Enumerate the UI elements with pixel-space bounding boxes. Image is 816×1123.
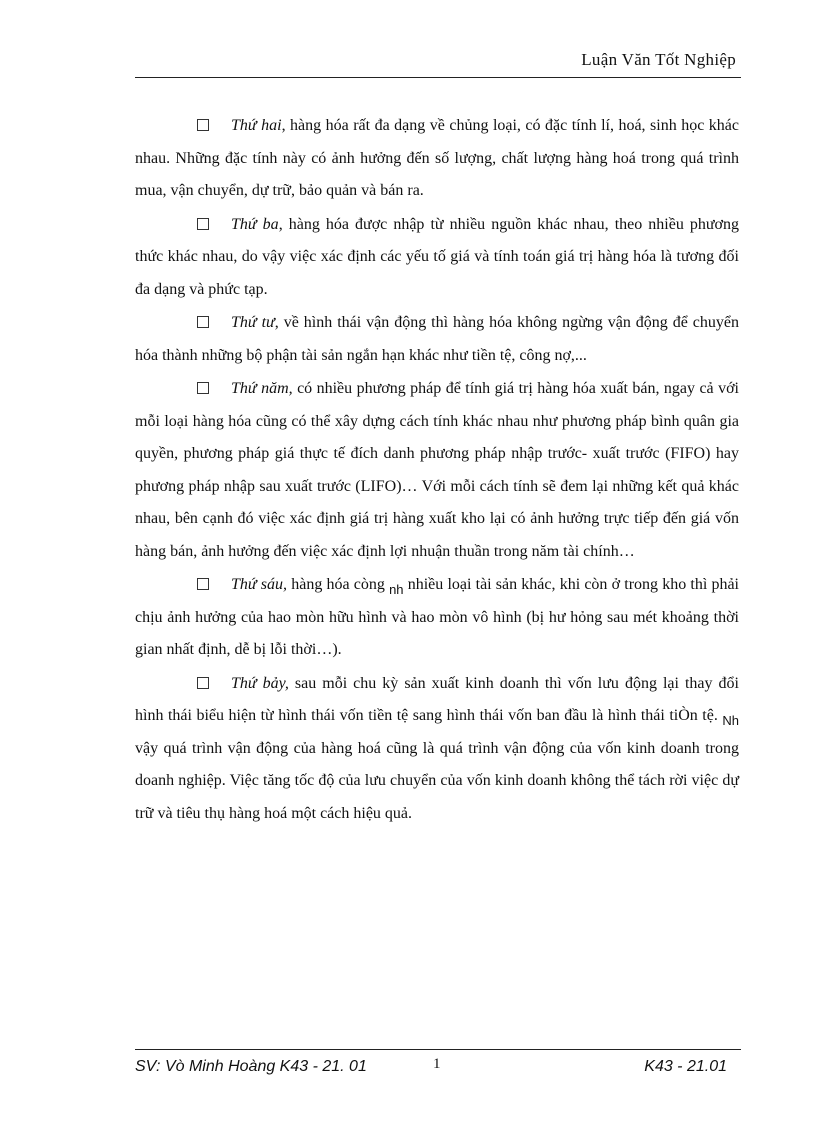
footer-divider <box>135 1049 741 1050</box>
paragraph-lead: Thứ sáu, <box>231 576 288 593</box>
paragraph <box>135 110 739 208</box>
paragraph <box>135 307 739 372</box>
paragraph <box>135 209 739 307</box>
checkbox-bullet-icon <box>197 316 209 328</box>
paragraph <box>135 569 739 667</box>
paragraph-subscript: nh <box>389 582 404 597</box>
checkbox-bullet-icon <box>197 677 209 689</box>
paragraph-text: hàng hóa còng <box>287 576 390 593</box>
footer-author: SV: Vò Minh Hoàng K43 - 21. 01 <box>135 1058 367 1075</box>
paragraph-text: sau mỗi chu kỳ sản xuất kinh doanh thì vốn lưu động lại thay đổi hình thái biểu hiện từ hình thái vốn tiền tệ sang hình thái vốn ban đầu là hình thái tiÒn tệ. <box>135 674 740 724</box>
paragraph-lead: Thứ ba <box>231 215 279 233</box>
paragraph-text: vậy quá trình vận động của hàng hoá cũng là quá trình vận động của vốn kinh doanh trong doanh nghiệp. Việc tăng tốc độ của lưu chuyển của vốn kinh doanh không thể tách rời việc dự trữ và tiêu thụ hàng hoá một cách hiệu quả. <box>135 739 739 822</box>
paragraph-text: , hàng hóa được nhập từ nhiều nguồn khác nhau, theo nhiều phương thức khác nhau, do vậy việc xác định các yếu tố giá và tính toán giá trị hàng hóa là tương đối đa dạng và phức tạp. <box>135 215 740 298</box>
paragraph-lead: Thứ tư <box>231 314 275 331</box>
paragraph-lead: Thứ hai <box>231 117 282 134</box>
paragraph <box>135 373 739 568</box>
paragraph <box>135 668 739 831</box>
paragraph-text: , hàng hóa rất đa dạng về chủng loại, có đặc tính lí, hoá, sinh học khác nhau. Những đặc tính này có ảnh hưởng đến số lượng, chất lượng hàng hoá trong quá trình mua, vận chuyển, dự trữ, bảo quản và bán ra. <box>135 117 739 199</box>
checkbox-bullet-icon <box>197 218 209 230</box>
footer-code: K43 - 21.01 <box>644 1058 727 1075</box>
header-title: Luận Văn Tốt Nghiệp <box>581 50 736 69</box>
document-body <box>135 110 739 831</box>
page-number: 1 <box>433 1056 441 1072</box>
paragraph-lead: Thứ năm, <box>231 380 293 397</box>
checkbox-bullet-icon <box>197 578 209 590</box>
checkbox-bullet-icon <box>197 119 209 131</box>
paragraph-text: nhiều loại tài sản khác, khi còn ở trong kho thì phải chịu ảnh hưởng của hao mòn hữu hình và hao mòn vô hình (bị hư hỏng sau mét khoảng thời gian nhất định, dễ bị lỗi thời…). <box>135 576 740 658</box>
header-divider <box>135 77 741 78</box>
paragraph-lead: Thứ bảy, <box>231 674 289 692</box>
checkbox-bullet-icon <box>197 382 209 394</box>
paragraph-text: có nhiều phương pháp để tính giá trị hàng hóa xuất bán, ngay cả với mỗi loại hàng hóa cũng có thể xây dựng cách tính khác nhau như phương pháp bình quân gia quyền, phương pháp giá thực tế đích danh phương pháp nhập trước- xuất trước (FIFO) hay phương pháp nhập sau xuất trước (LIFO)… Với mỗi cách tính sẽ đem lại những kết quả khác nhau, bên cạnh đó việc xác định giá trị hàng xuất kho lại có ảnh hưởng trực tiếp đến giá vốn hàng bán, ảnh hưởng đến việc xác định lợi nhuận thuần trong năm tài chính… <box>135 380 739 560</box>
paragraph-text: , về hình thái vận động thì hàng hóa không ngừng vận động để chuyển hóa thành những bộ phận tài sản ngắn hạn khác như tiền tệ, công nợ,... <box>135 314 740 364</box>
paragraph-subscript: Nh <box>722 713 739 728</box>
